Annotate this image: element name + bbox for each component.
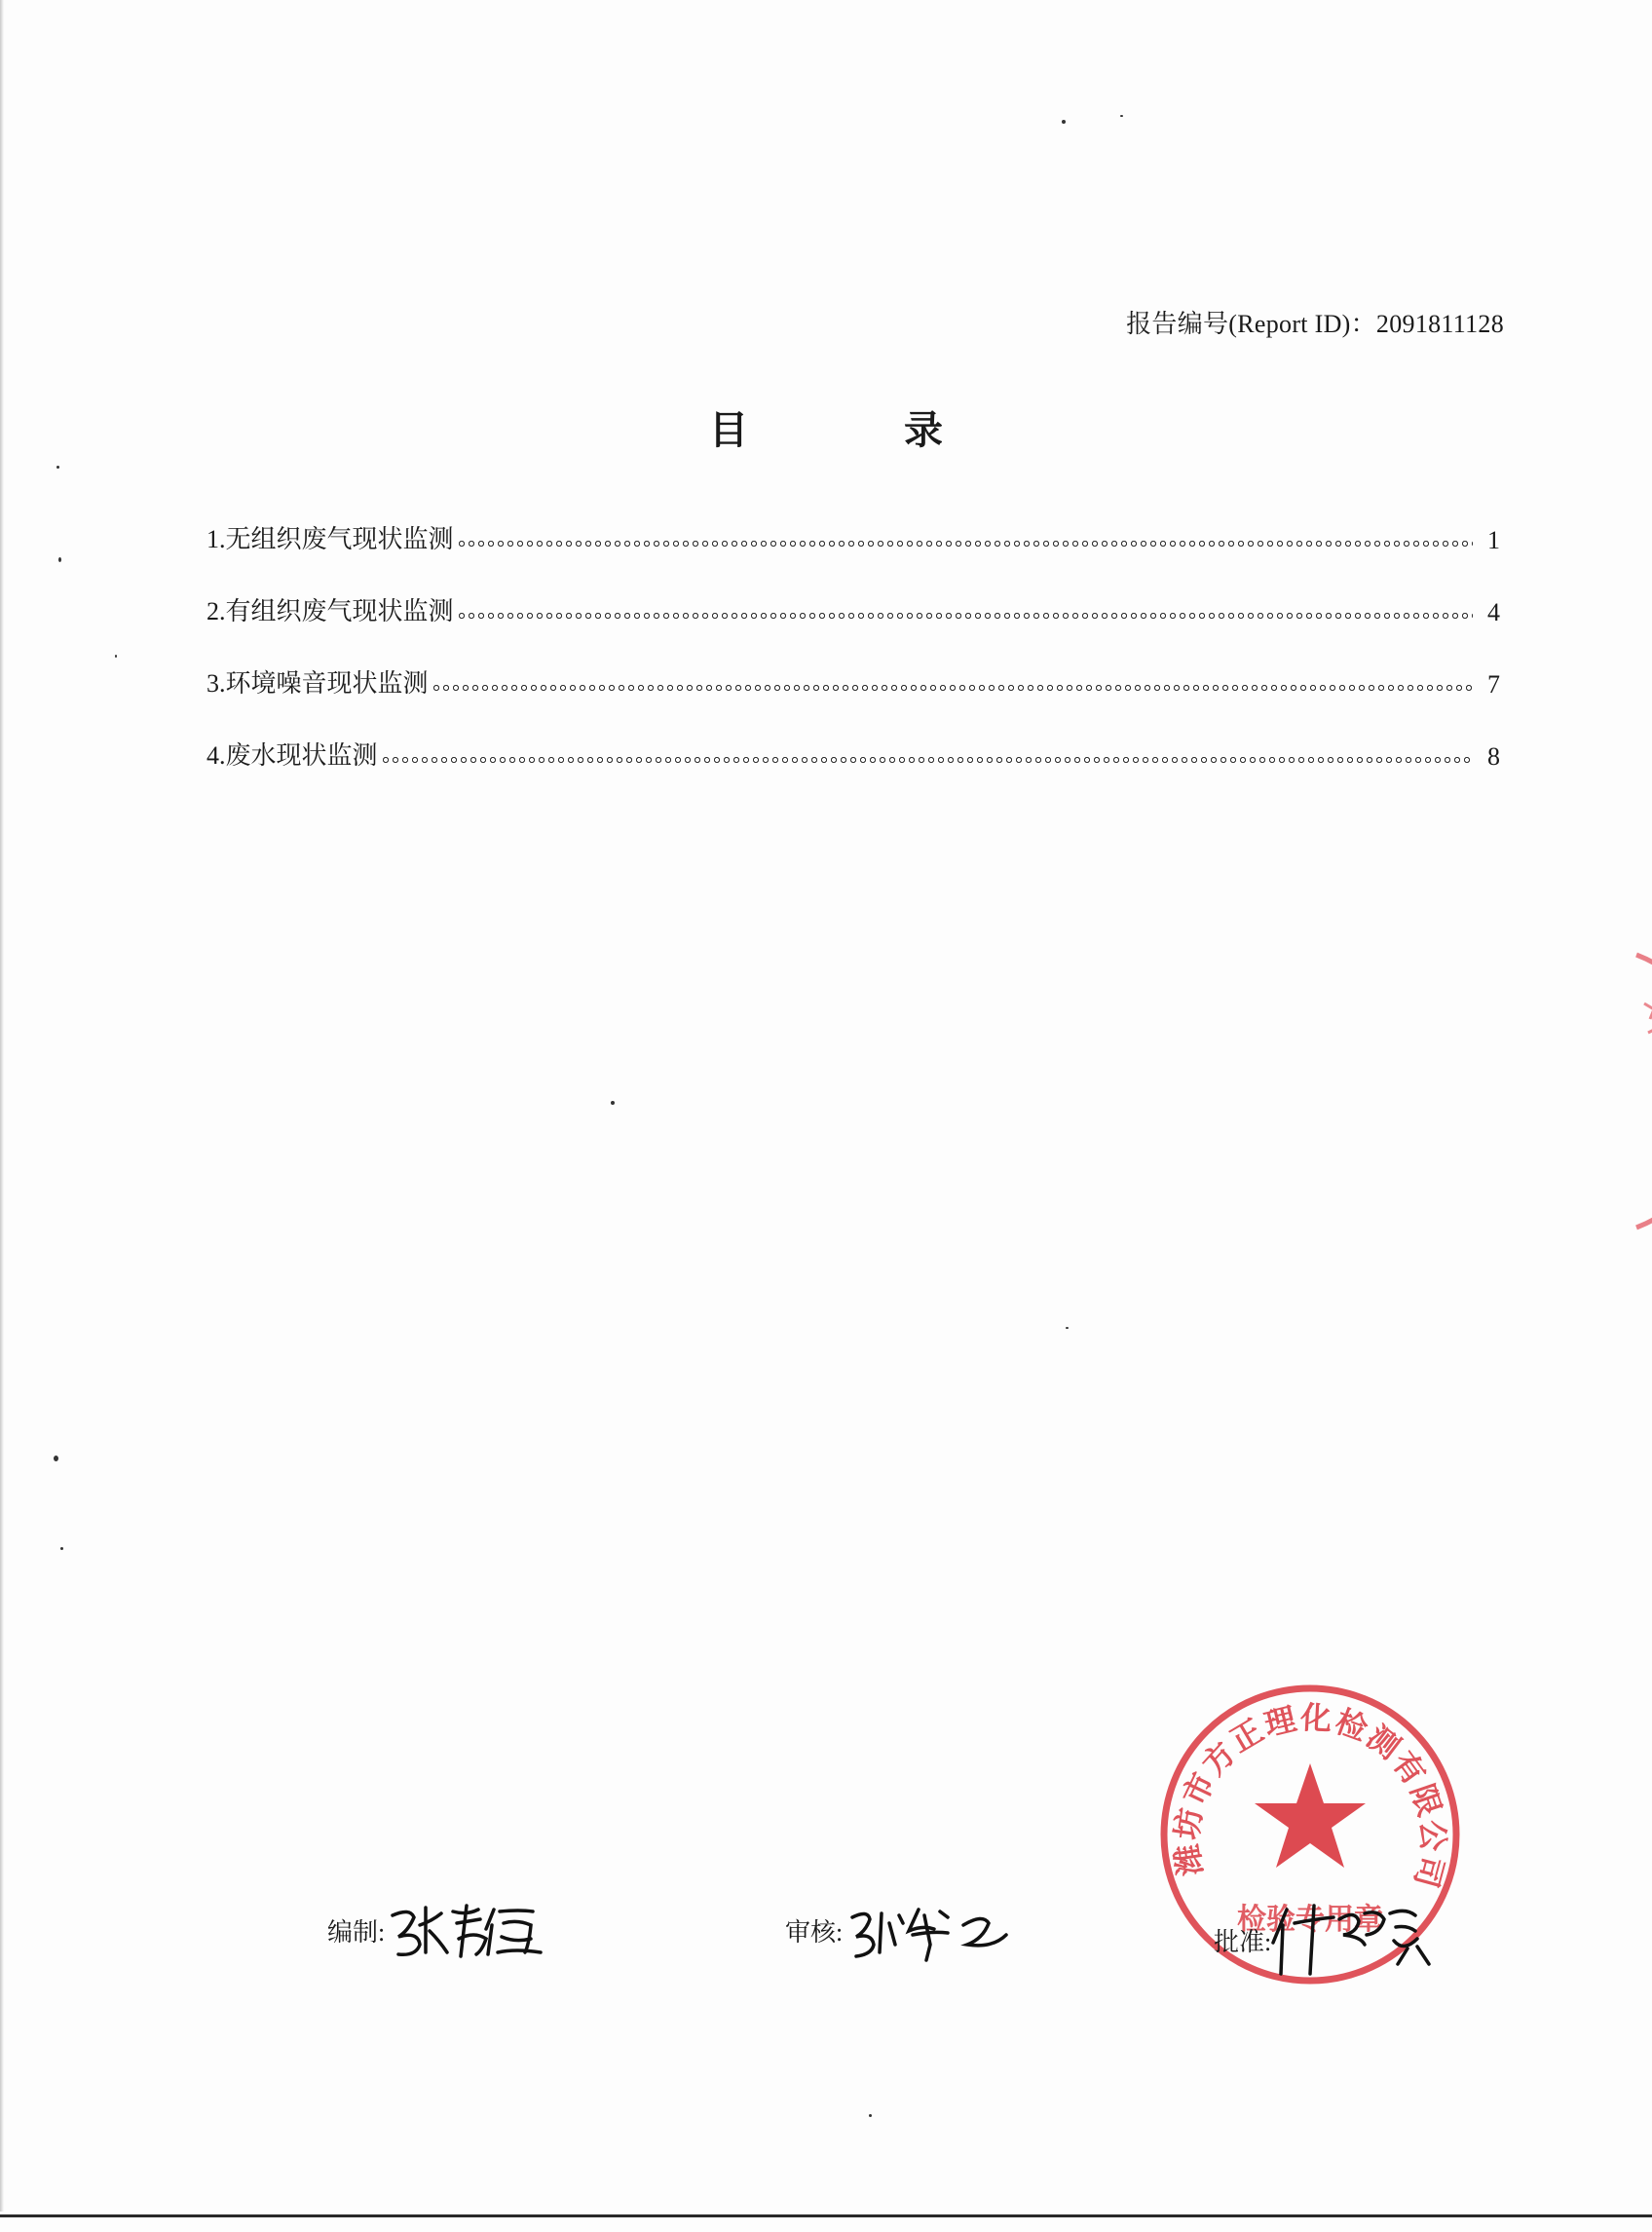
toc-item-label: 2.有组织废气现状监测 xyxy=(206,597,454,625)
toc-item[interactable] xyxy=(206,555,1500,627)
scan-speck xyxy=(56,466,59,469)
table-of-contents xyxy=(206,483,1500,772)
seal-text: 潍坊市方正理化检测有限公司 xyxy=(1168,1698,1452,1894)
toc-item[interactable] xyxy=(206,627,1500,700)
scan-speck xyxy=(1120,115,1123,117)
toc-item[interactable] xyxy=(206,483,1500,555)
toc-item-page: 4 xyxy=(1487,598,1500,626)
scan-speck xyxy=(869,2114,872,2117)
scan-edge xyxy=(0,0,4,2232)
toc-item[interactable] xyxy=(206,700,1500,772)
approved-by xyxy=(1214,1896,1446,1984)
toc-item-page: 7 xyxy=(1487,670,1500,699)
reviewed-label: 审核: xyxy=(785,1917,844,1947)
approved-signature xyxy=(1271,1896,1446,1984)
scan-speck xyxy=(60,1547,63,1550)
scan-speck xyxy=(611,1101,615,1105)
toc-item-label: 4.废水现状监测 xyxy=(206,741,378,770)
report-id-label: 报告编号(Report ID)： xyxy=(1126,310,1376,338)
scan-speck xyxy=(115,655,117,658)
approved-label: 批准: xyxy=(1214,1927,1272,1956)
compiled-signature xyxy=(385,1896,550,1964)
seal-bottom-text: 检验专用章 xyxy=(1237,1903,1383,1937)
toc-item-label: 1.无组织废气现状监测 xyxy=(206,525,454,553)
reviewed-signature xyxy=(843,1896,1018,1964)
cross-page-seal-fragment xyxy=(1617,935,1652,1247)
toc-leader-dots xyxy=(458,612,1473,620)
scan-bottom-edge xyxy=(0,2212,1652,2232)
scan-speck xyxy=(58,557,61,562)
toc-title: 目录 xyxy=(709,408,1099,453)
toc-leader-dots xyxy=(458,540,1473,548)
toc-leader-dots xyxy=(382,756,1473,764)
toc-item-page: 1 xyxy=(1487,526,1500,554)
compiled-by xyxy=(327,1896,550,1964)
report-id-value: 2091811128 xyxy=(1375,310,1504,338)
toc-item-label: 3.环境噪音现状监测 xyxy=(206,669,429,698)
scan-speck xyxy=(54,1456,58,1461)
toc-leader-dots xyxy=(432,684,1473,692)
compiled-label: 编制: xyxy=(327,1917,386,1947)
reviewed-by xyxy=(785,1896,1018,1964)
scan-speck xyxy=(1062,120,1066,124)
report-id xyxy=(1126,304,1504,340)
scan-speck xyxy=(1066,1327,1069,1329)
seal-star-icon xyxy=(1255,1763,1366,1868)
toc-item-page: 8 xyxy=(1487,742,1500,771)
